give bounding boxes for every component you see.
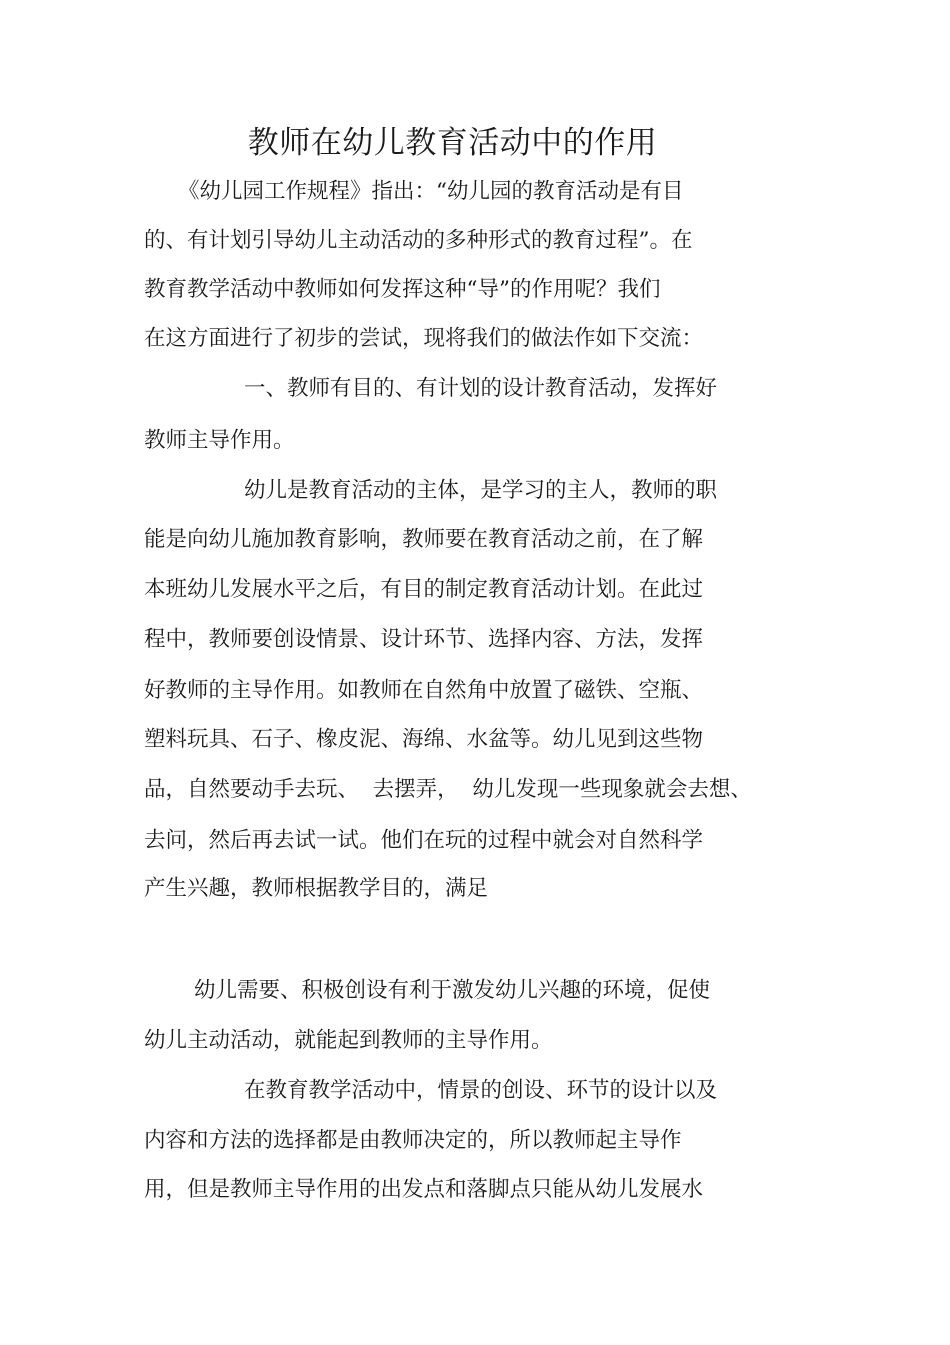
text-line: 产生兴趣，教师根据教学目的，满足: [144, 876, 489, 901]
text-line: 《幼儿园工作规程》指出：“幼儿园的教育活动是有目: [178, 179, 684, 204]
text-line: 幼儿需要、积极创设有利于激发幼儿兴趣的环境，促使: [194, 978, 711, 1003]
text-line: 程中，教师要创设情景、设计环节、选择内容、方法，发挥: [144, 627, 704, 652]
text-line: 塑料玩具、石子、橡皮泥、海绵、水盆等。幼儿见到这些物: [144, 727, 704, 752]
text-line: 用，但是教师主导作用的出发点和落脚点只能从幼儿发展水: [144, 1177, 704, 1202]
text-line: 幼儿是教育活动的主体，是学习的主人，教师的职: [244, 478, 718, 503]
text-line: 的、有计划引导幼儿主动活动的多种形式的教育过程”。在: [144, 228, 693, 253]
text-line: 本班幼儿发展水平之后，有目的制定教育活动计划。在此过: [144, 577, 704, 602]
text-line: 去问，然后再去试一试。他们在玩的过程中就会对自然科学: [144, 828, 704, 853]
text-line: 好教师的主导作用。如教师在自然角中放置了磁铁、空瓶、: [144, 678, 704, 703]
text-line: 幼儿主动活动，就能起到教师的主导作用。: [144, 1028, 553, 1053]
text-line: 在教育教学活动中，情景的创设、环节的设计以及: [244, 1078, 718, 1103]
text-line: 品，自然要动手去玩、 去摆弄， 幼儿发现一些现象就会去想、: [144, 777, 752, 802]
text-line: 能是向幼儿施加教育影响，教师要在教育活动之前，在了解: [144, 527, 704, 552]
text-line: 教师主导作用。: [144, 428, 295, 453]
text-line: 在这方面进行了初步的尝试，现将我们的做法作如下交流：: [144, 326, 704, 351]
text-line: 教育教学活动中教师如何发挥这种“导”的作用呢？我们: [144, 277, 661, 302]
text-line: 一、教师有目的、有计划的设计教育活动，发挥好: [244, 376, 718, 401]
document-title: 教师在幼儿教育活动中的作用: [247, 125, 658, 161]
text-line: 内容和方法的选择都是由教师决定的，所以教师起主导作: [144, 1128, 682, 1153]
